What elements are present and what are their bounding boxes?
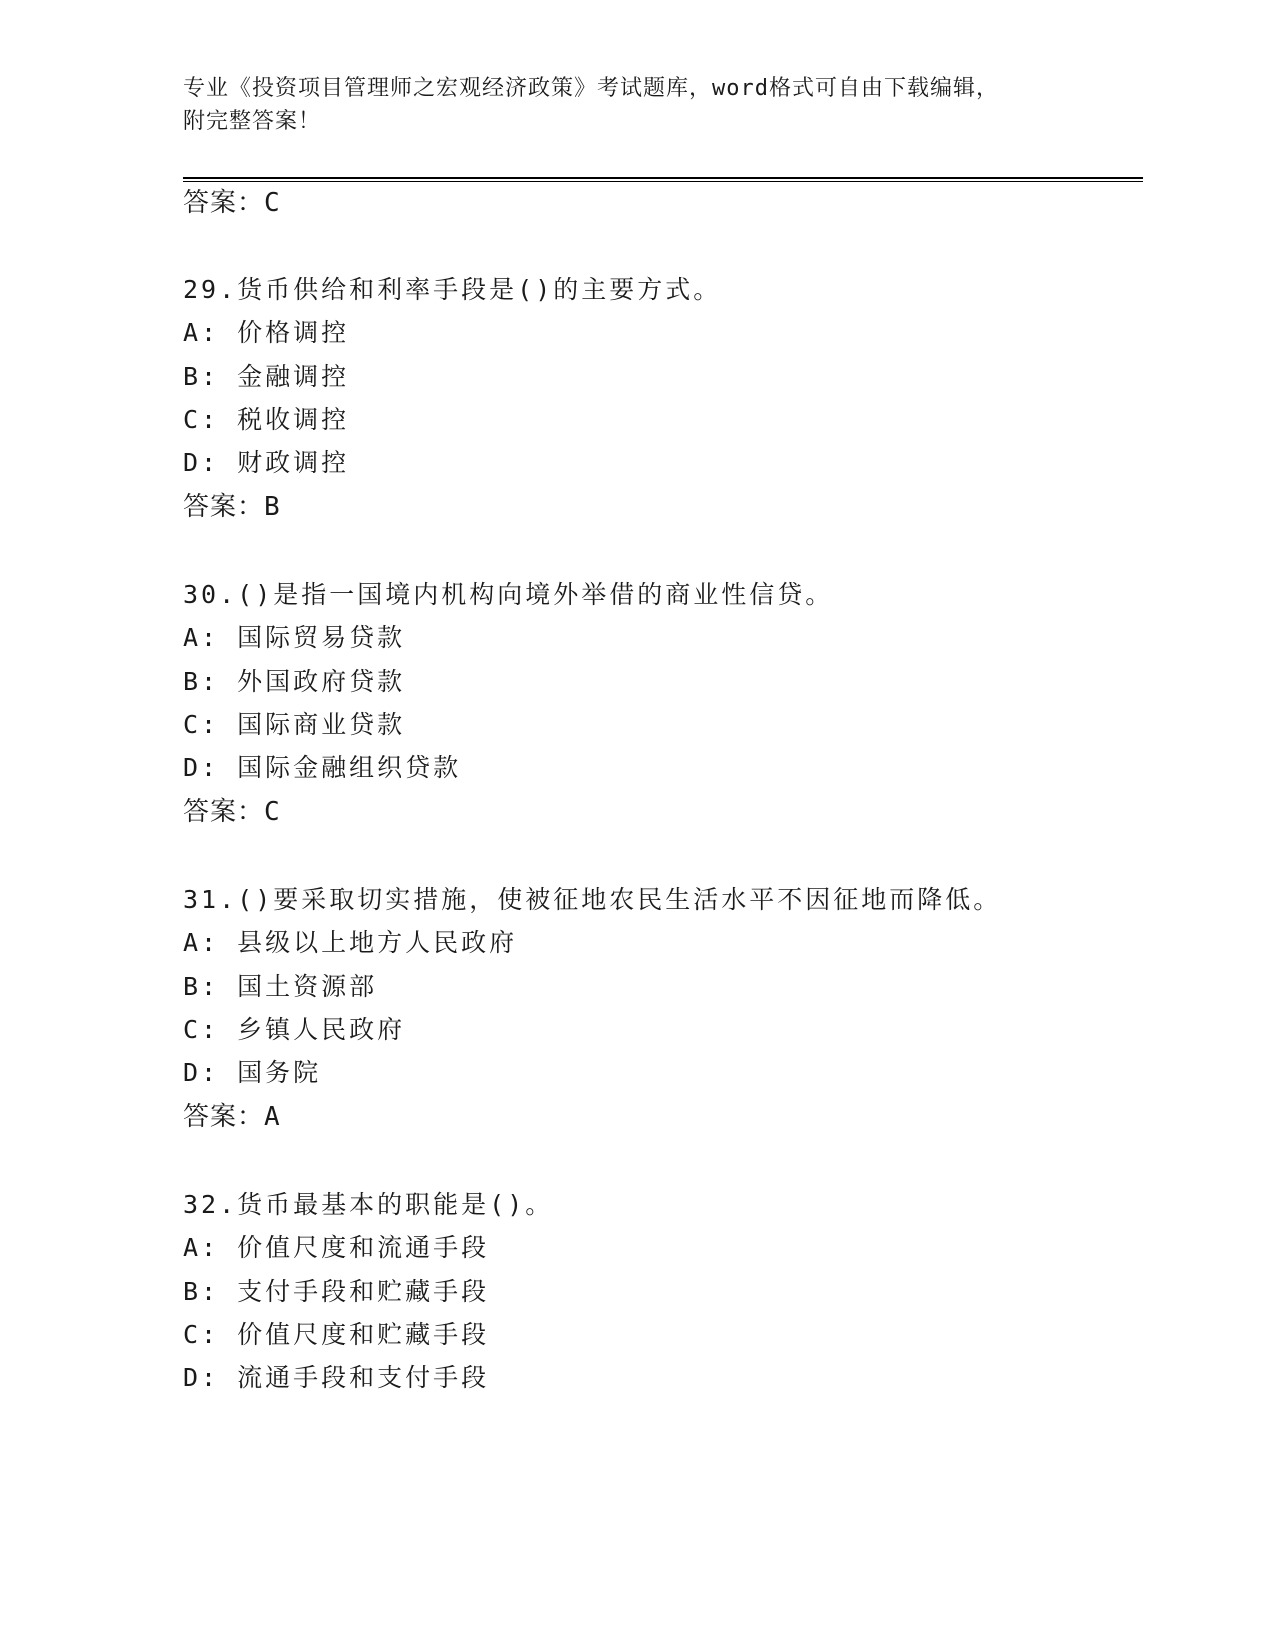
option-32-b: B: 支付手段和贮藏手段: [183, 1277, 490, 1306]
question-30: 30.()是指一国境内机构向境外举借的商业性信贷。: [183, 580, 834, 609]
option-29-a: A: 价格调控: [183, 318, 350, 347]
option-32-a: A: 价值尺度和流通手段: [183, 1233, 490, 1262]
header-divider-thin: [183, 181, 1143, 182]
document-header: 专业《投资项目管理师之宏观经济政策》考试题库，word格式可自由下载编辑， 附完整答案！: [183, 76, 999, 134]
option-30-c: C: 国际商业贷款: [183, 710, 406, 739]
option-32-c: C: 价值尺度和贮藏手段: [183, 1320, 490, 1349]
option-29-b: B: 金融调控: [183, 362, 350, 391]
option-29-c: C: 税收调控: [183, 405, 350, 434]
answer-30: 答案：C: [183, 797, 281, 827]
question-32: 32.货币最基本的职能是()。: [183, 1190, 554, 1219]
option-32-d: D: 流通手段和支付手段: [183, 1363, 490, 1392]
option-30-b: B: 外国政府贷款: [183, 667, 406, 696]
option-31-d: D: 国务院: [183, 1058, 322, 1087]
answer-29: 答案：B: [183, 492, 281, 522]
question-29: 29.货币供给和利率手段是()的主要方式。: [183, 275, 722, 304]
option-31-b: B: 国土资源部: [183, 972, 378, 1001]
header-divider: [183, 177, 1143, 179]
option-31-a: A: 县级以上地方人民政府: [183, 928, 518, 957]
option-30-d: D: 国际金融组织贷款: [183, 753, 462, 782]
answer-line: 答案：C: [183, 188, 281, 218]
answer-31: 答案：A: [183, 1102, 281, 1132]
option-29-d: D: 财政调控: [183, 448, 350, 477]
question-31: 31.()要采取切实措施，使被征地农民生活水平不因征地而降低。: [183, 885, 1002, 914]
option-30-a: A: 国际贸易贷款: [183, 623, 406, 652]
option-31-c: C: 乡镇人民政府: [183, 1015, 406, 1044]
